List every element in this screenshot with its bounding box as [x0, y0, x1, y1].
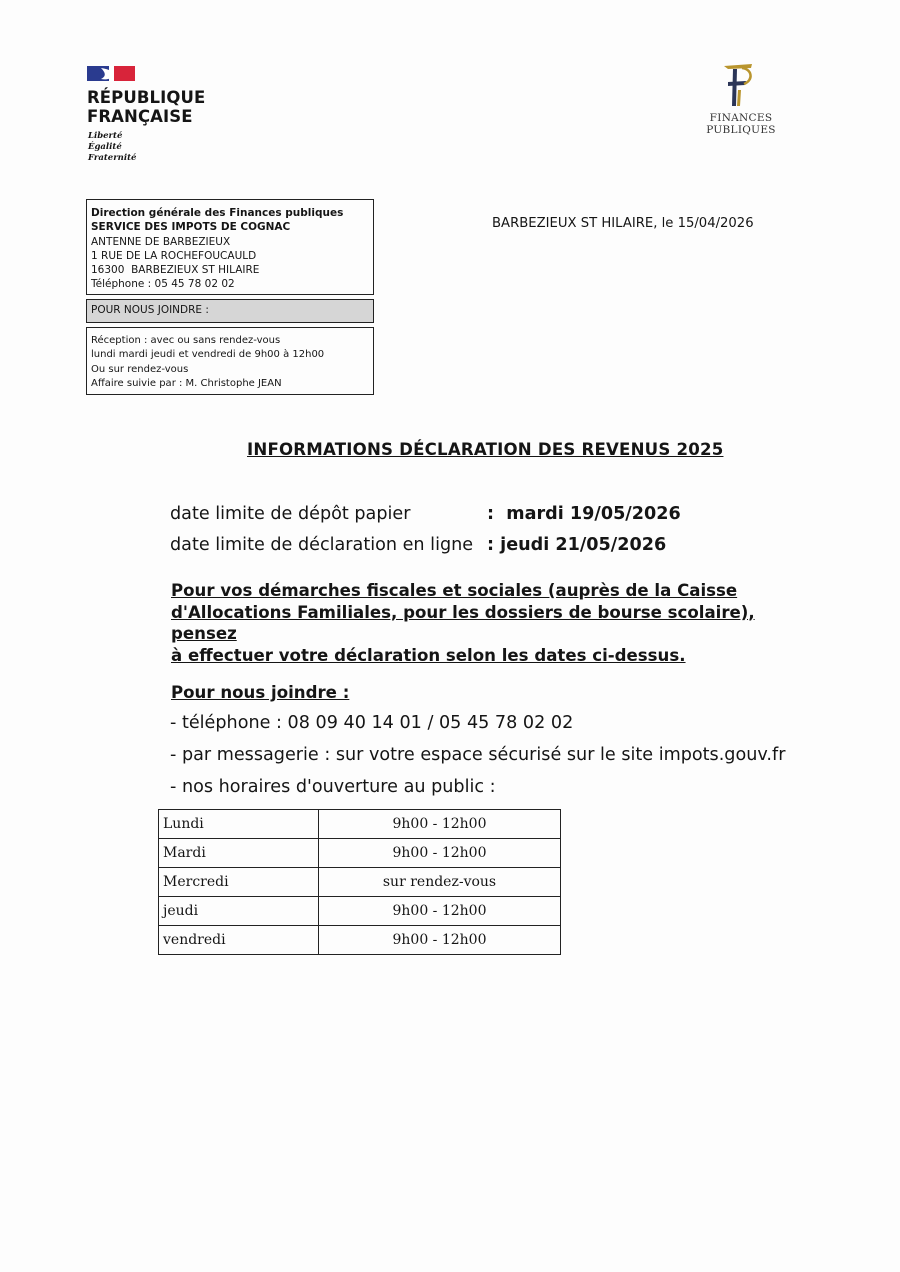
- day-cell: jeudi: [159, 897, 319, 926]
- table-row: [159, 810, 561, 839]
- francaise-line: FRANÇAISE: [87, 107, 193, 126]
- address-line-antenne: ANTENNE DE BARBEZIEUX: [91, 235, 231, 248]
- address-line-street: 1 RUE DE LA ROCHEFOUCAULD: [91, 249, 257, 262]
- table-row: [159, 868, 561, 897]
- reception-agent-line: Affaire suivie par : M. Christophe JEAN: [91, 377, 282, 389]
- hours-cell: 9h00 - 12h00: [319, 839, 561, 868]
- table-row: [159, 897, 561, 926]
- contact-title: Pour nous joindre :: [171, 683, 350, 702]
- reception-line: Réception : avec ou sans rendez-vous: [91, 335, 281, 346]
- table-row: [159, 839, 561, 868]
- address-line-city: 16300 BARBEZIEUX ST HILAIRE: [91, 264, 260, 277]
- day-cell: vendredi: [159, 926, 319, 955]
- notice-line-1: Pour vos démarches fiscales et sociales (auprès de la Caisse: [171, 581, 738, 600]
- online-deadline-label: date limite de déclaration en ligne: [170, 535, 474, 555]
- online-deadline-value: : jeudi 21/05/2026: [487, 535, 667, 555]
- reception-info-box: [86, 327, 374, 395]
- address-line-phone: Téléphone : 05 45 78 02 02: [91, 278, 235, 291]
- pour-nous-joindre-header: POUR NOUS JOINDRE :: [86, 299, 374, 323]
- devise-fraternite: Fraternité: [88, 153, 137, 163]
- contact-phone: - téléphone : 08 09 40 14 01 / 05 45 78 02 02: [170, 713, 574, 733]
- day-cell: Lundi: [159, 810, 319, 839]
- devise-egalite: Égalité: [88, 142, 122, 152]
- fiscal-notice-paragraph: [171, 580, 821, 666]
- hours-cell: sur rendez-vous: [319, 868, 561, 897]
- place-date-line: BARBEZIEUX ST HILAIRE, le 15/04/2026: [492, 216, 754, 231]
- contact-hours-intro: - nos horaires d'ouverture au public :: [170, 777, 496, 797]
- opening-hours-table: [158, 809, 561, 955]
- devise-liberte: Liberté: [88, 131, 123, 141]
- notice-line-2: d'Allocations Familiales, pour les dossiers de bourse scolaire), pensez: [171, 602, 755, 643]
- hours-cell: 9h00 - 12h00: [319, 810, 561, 839]
- finances-publiques-logo: [718, 60, 758, 110]
- document-title: INFORMATIONS DÉCLARATION DES REVENUS 2025: [247, 440, 724, 459]
- day-cell: Mardi: [159, 839, 319, 868]
- address-line-dgfip: Direction générale des Finances publiques: [91, 207, 344, 219]
- reception-days-line: lundi mardi jeudi et vendredi de 9h00 à 12h00: [91, 349, 325, 361]
- reception-appointment-line: Ou sur rendez-vous: [91, 363, 189, 375]
- day-cell: Mercredi: [159, 868, 319, 897]
- notice-line-3: à effectuer votre déclaration selon les dates ci-dessus.: [171, 645, 686, 665]
- republique-line: RÉPUBLIQUE: [87, 88, 206, 107]
- paper-deadline-value: : mardi 19/05/2026: [487, 504, 681, 524]
- hours-cell: 9h00 - 12h00: [319, 926, 561, 955]
- contact-messaging: - par messagerie : sur votre espace sécurisé sur le site impots.gouv.fr: [170, 745, 786, 765]
- table-row: [159, 926, 561, 955]
- marianne-logo: [87, 66, 135, 81]
- paper-deadline-label: date limite de dépôt papier: [170, 504, 411, 524]
- hours-cell: 9h00 - 12h00: [319, 897, 561, 926]
- finances-publiques-label: FINANCES PUBLIQUES: [706, 112, 776, 136]
- address-line-service: SERVICE DES IMPOTS DE COGNAC: [91, 221, 291, 234]
- sender-address-box: [86, 199, 374, 295]
